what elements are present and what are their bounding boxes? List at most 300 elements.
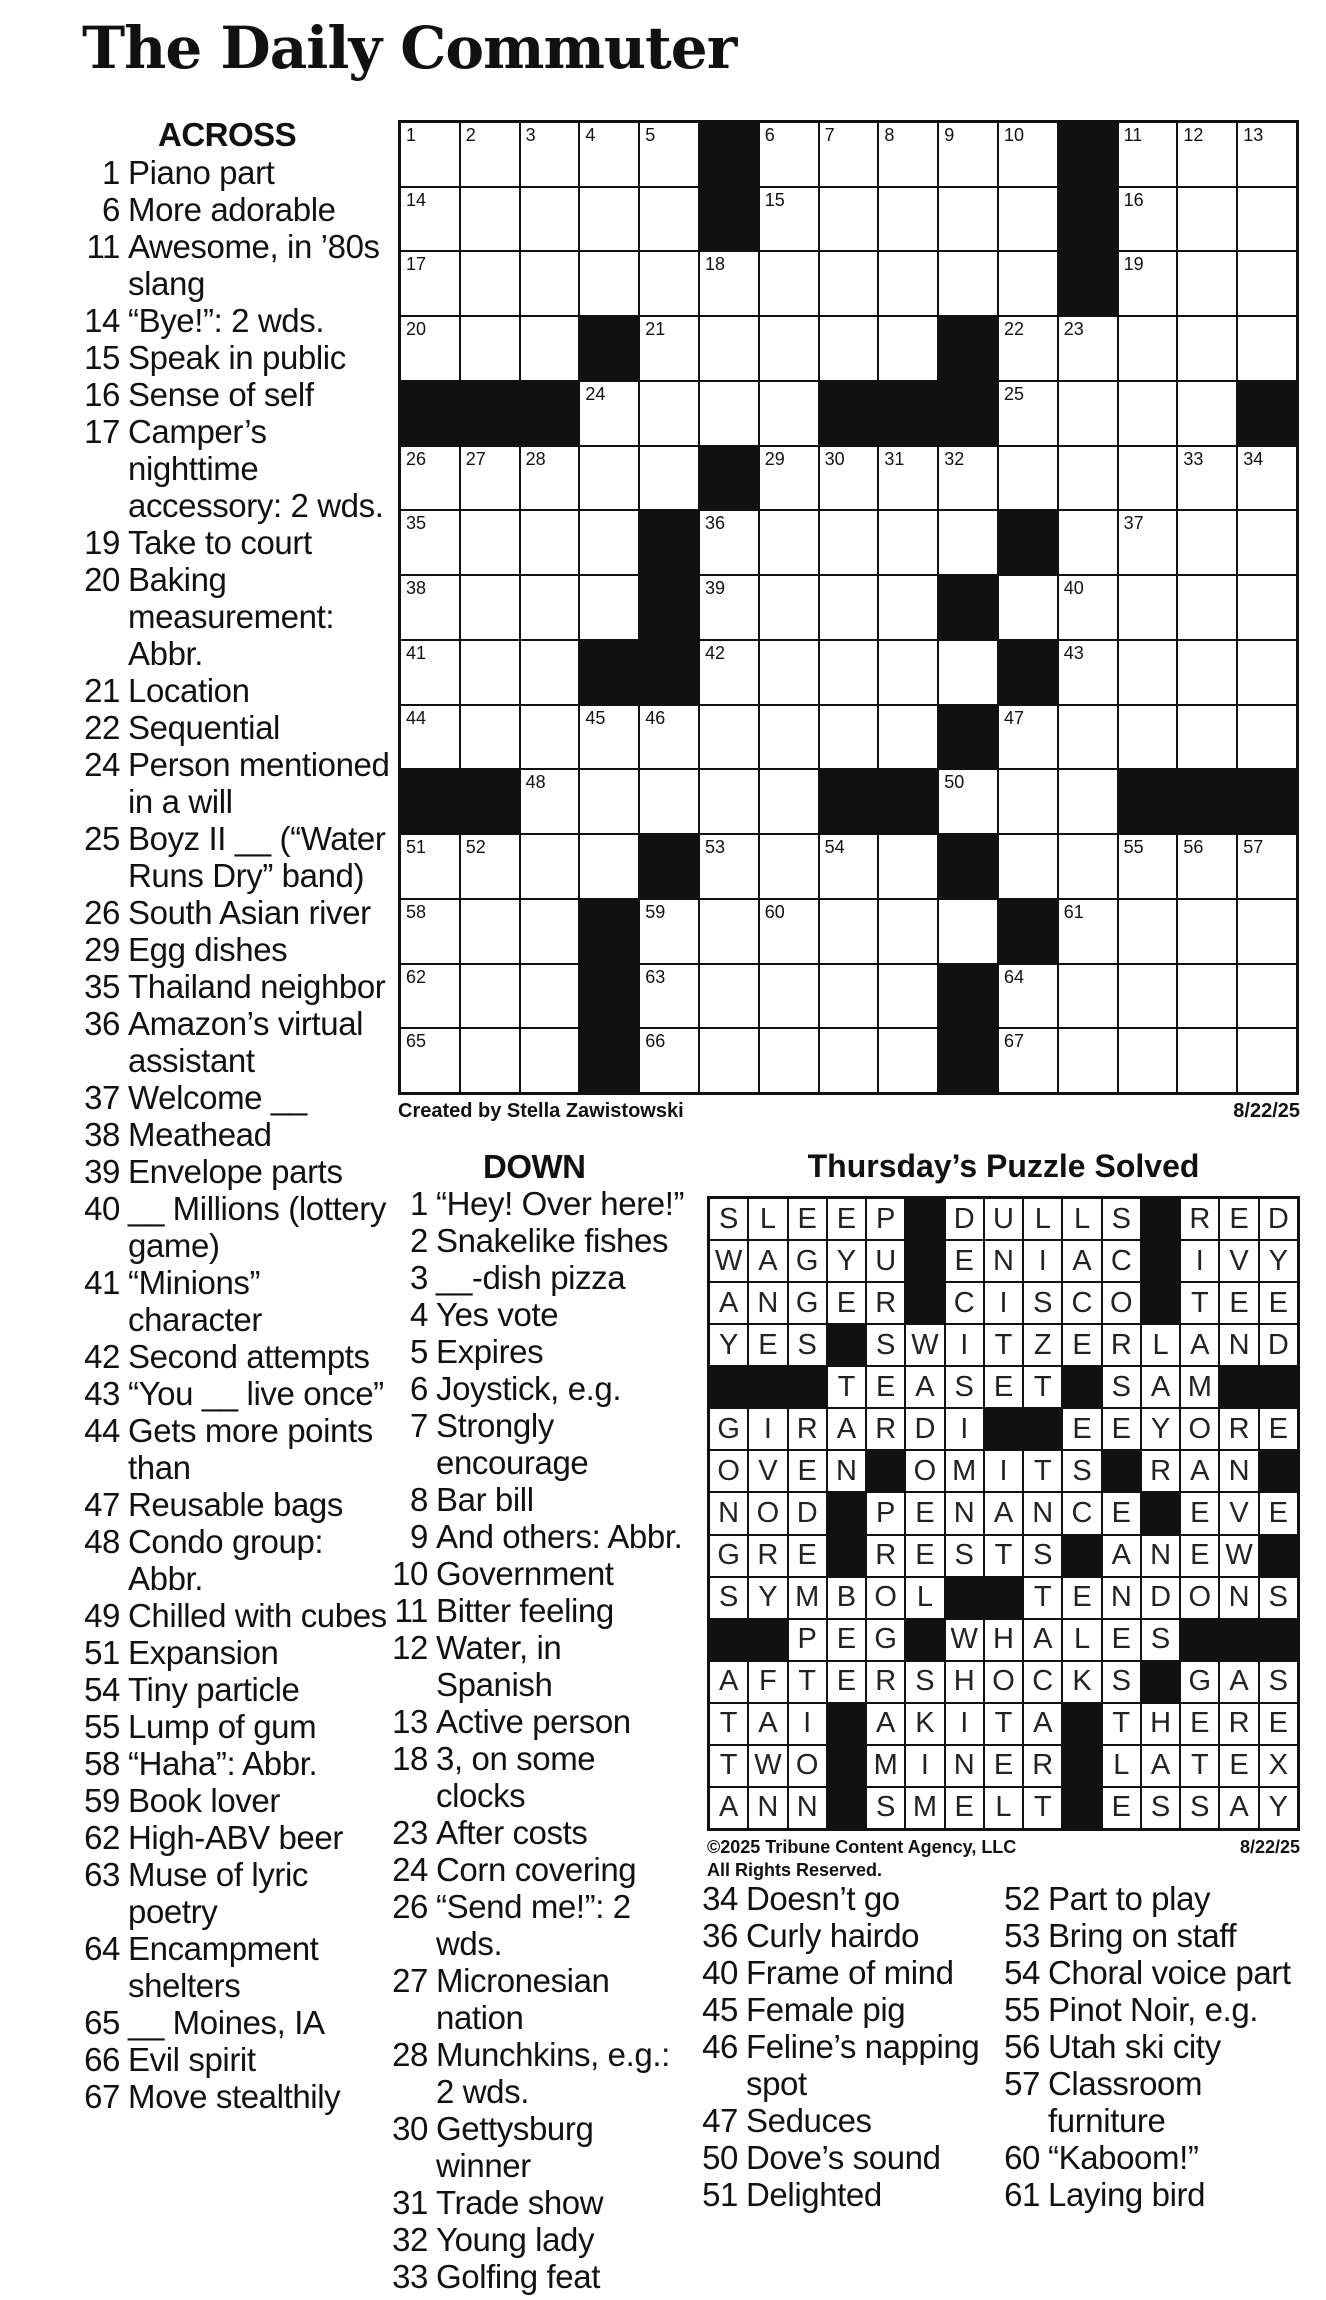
clue-item <box>386 1333 686 1370</box>
grid-cell[interactable] <box>521 317 579 380</box>
grid-cell[interactable] <box>939 123 997 186</box>
grid-cell[interactable] <box>521 123 579 186</box>
grid-cell[interactable] <box>879 1029 937 1092</box>
grid-cell[interactable] <box>1119 382 1177 445</box>
solution-letter: T <box>1181 1746 1218 1786</box>
clue-number: 55 <box>1004 1991 1040 2028</box>
black-square <box>1178 770 1236 833</box>
grid-cell[interactable] <box>1178 123 1236 186</box>
solution-letter: S <box>906 1662 943 1702</box>
grid-cell[interactable] <box>700 965 758 1028</box>
grid-cell[interactable] <box>1238 188 1296 251</box>
cell-number: 54 <box>824 837 845 858</box>
grid-cell[interactable] <box>1178 188 1236 251</box>
grid-cell[interactable] <box>401 447 459 510</box>
grid-cell[interactable] <box>1238 317 1296 380</box>
grid-cell[interactable] <box>760 188 818 251</box>
grid-cell[interactable] <box>1238 511 1296 574</box>
clue-item <box>78 1523 390 1597</box>
grid-cell[interactable] <box>879 447 937 510</box>
grid-cell[interactable] <box>700 511 758 574</box>
grid-cell[interactable] <box>879 188 937 251</box>
solution-letter: E <box>985 1367 1022 1407</box>
grid-cell[interactable] <box>1178 835 1236 898</box>
grid-cell[interactable] <box>640 447 698 510</box>
grid-cell[interactable] <box>401 123 459 186</box>
grid-cell[interactable] <box>1178 900 1236 963</box>
grid-cell[interactable] <box>700 835 758 898</box>
solution-letter: I <box>946 1704 983 1744</box>
grid-cell[interactable] <box>1238 252 1296 315</box>
black-square <box>999 900 1057 963</box>
clue-item <box>78 1079 390 1116</box>
grid-cell[interactable] <box>760 576 818 639</box>
clue-number: 44 <box>84 1412 120 1449</box>
grid-cell[interactable] <box>760 511 818 574</box>
grid-cell[interactable] <box>1238 576 1296 639</box>
grid-cell[interactable] <box>461 706 519 769</box>
solution-letter: E <box>1260 1283 1297 1323</box>
grid-cell[interactable] <box>521 900 579 963</box>
grid-cell[interactable] <box>820 706 878 769</box>
grid-cell[interactable] <box>401 576 459 639</box>
grid-cell[interactable] <box>879 706 937 769</box>
solution-letter: V <box>749 1451 786 1491</box>
grid-cell[interactable] <box>1119 252 1177 315</box>
grid-cell[interactable] <box>401 252 459 315</box>
clue-item <box>386 1740 686 1814</box>
grid-cell[interactable] <box>1238 641 1296 704</box>
grid-cell[interactable] <box>1059 900 1117 963</box>
cell-number: 57 <box>1243 837 1264 858</box>
clue-item <box>78 1338 390 1375</box>
solution-letter: V <box>1220 1241 1257 1281</box>
grid-cell[interactable] <box>820 123 878 186</box>
solution-letter: N <box>1024 1493 1061 1533</box>
solution-letter: K <box>1063 1662 1100 1702</box>
cell-number: 35 <box>406 513 427 534</box>
grid-cell[interactable] <box>1119 188 1177 251</box>
grid-cell[interactable] <box>1059 576 1117 639</box>
grid-cell[interactable] <box>1178 965 1236 1028</box>
grid-cell[interactable] <box>1119 511 1177 574</box>
cell-number: 7 <box>824 125 835 145</box>
grid-cell[interactable] <box>580 835 638 898</box>
grid-cell[interactable] <box>461 188 519 251</box>
solution-letter: O <box>1181 1578 1218 1618</box>
grid-cell[interactable] <box>1178 252 1236 315</box>
black-square <box>1059 123 1117 186</box>
cell-number: 14 <box>406 189 427 210</box>
clue-item <box>78 339 390 376</box>
grid-cell[interactable] <box>461 511 519 574</box>
grid-cell[interactable] <box>1178 706 1236 769</box>
grid-cell[interactable] <box>640 252 698 315</box>
cell-number: 55 <box>1123 837 1144 858</box>
grid-cell[interactable] <box>521 706 579 769</box>
copyright-line-1: ©2025 Tribune Content Agency, LLC <box>707 1837 1017 1857</box>
grid-cell[interactable] <box>879 641 937 704</box>
clue-number: 37 <box>84 1079 120 1116</box>
grid-cell[interactable] <box>700 317 758 380</box>
grid-cell[interactable] <box>939 188 997 251</box>
grid-cell[interactable] <box>760 1029 818 1092</box>
solution-letter: N <box>1220 1325 1257 1365</box>
clue-item <box>386 1481 686 1518</box>
clue-text: Expansion <box>128 1634 279 1671</box>
grid-cell[interactable] <box>999 447 1057 510</box>
grid-cell[interactable] <box>820 447 878 510</box>
cell-number: 27 <box>465 448 486 469</box>
grid-cell[interactable] <box>939 900 997 963</box>
clue-number: 19 <box>84 524 120 561</box>
grid-cell[interactable] <box>700 900 758 963</box>
grid-cell[interactable] <box>640 965 698 1028</box>
clue-text: Second attempts <box>128 1338 370 1375</box>
solution-black-square <box>1260 1620 1297 1660</box>
grid-cell[interactable] <box>760 317 818 380</box>
grid-cell[interactable] <box>1178 576 1236 639</box>
clue-number: 11 <box>394 1592 428 1629</box>
solution-black-square <box>828 1788 865 1828</box>
grid-cell[interactable] <box>820 1029 878 1092</box>
clue-number: 54 <box>84 1671 120 1708</box>
cell-number: 45 <box>585 707 606 728</box>
clue-text: Person mentioned in a will <box>128 746 390 820</box>
grid-cell[interactable] <box>1119 1029 1177 1092</box>
grid-cell[interactable] <box>820 900 878 963</box>
grid-cell[interactable] <box>580 188 638 251</box>
grid-cell[interactable] <box>1238 900 1296 963</box>
grid-cell[interactable] <box>879 835 937 898</box>
grid-cell[interactable] <box>461 965 519 1028</box>
grid-cell[interactable] <box>1178 1029 1236 1092</box>
solution-letter: S <box>1024 1536 1061 1576</box>
grid-cell[interactable] <box>820 317 878 380</box>
grid-cell[interactable] <box>879 965 937 1028</box>
grid-cell[interactable] <box>820 965 878 1028</box>
grid-cell[interactable] <box>640 900 698 963</box>
grid-cell[interactable] <box>999 835 1057 898</box>
grid-cell[interactable] <box>580 447 638 510</box>
grid-cell[interactable] <box>1119 447 1177 510</box>
grid-cell[interactable] <box>401 188 459 251</box>
grid-cell[interactable] <box>760 447 818 510</box>
grid-cell[interactable] <box>760 706 818 769</box>
grid-cell[interactable] <box>640 770 698 833</box>
grid-cell[interactable] <box>999 188 1057 251</box>
grid-cell[interactable] <box>760 252 818 315</box>
grid-cell[interactable] <box>521 1029 579 1092</box>
grid-cell[interactable] <box>999 123 1057 186</box>
clue-number: 17 <box>84 413 120 450</box>
grid-cell[interactable] <box>1119 835 1177 898</box>
grid-cell[interactable] <box>521 576 579 639</box>
cell-number: 29 <box>764 448 785 469</box>
grid-cell[interactable] <box>1238 965 1296 1028</box>
grid-cell[interactable] <box>820 576 878 639</box>
clue-item <box>696 1917 996 1954</box>
black-square <box>521 382 579 445</box>
grid-cell[interactable] <box>1238 1029 1296 1092</box>
clue-text: Seduces <box>746 2102 872 2139</box>
grid-cell[interactable] <box>999 252 1057 315</box>
grid-cell[interactable] <box>1238 706 1296 769</box>
grid-cell[interactable] <box>760 900 818 963</box>
grid-cell[interactable] <box>999 382 1057 445</box>
grid-cell[interactable] <box>700 641 758 704</box>
solution-letter: L <box>1103 1746 1140 1786</box>
grid-cell[interactable] <box>1059 965 1117 1028</box>
grid-cell[interactable] <box>939 770 997 833</box>
clue-number: 51 <box>84 1634 120 1671</box>
cell-number: 16 <box>1123 189 1144 210</box>
solution-letter: A <box>828 1409 865 1449</box>
grid-cell[interactable] <box>521 965 579 1028</box>
solution-letter: R <box>867 1662 904 1702</box>
grid-cell[interactable] <box>760 965 818 1028</box>
grid-cell[interactable] <box>760 835 818 898</box>
grid-cell[interactable] <box>939 252 997 315</box>
grid-cell[interactable] <box>1119 641 1177 704</box>
grid-cell[interactable] <box>1059 511 1117 574</box>
grid-cell[interactable] <box>580 123 638 186</box>
grid-cell[interactable] <box>1059 447 1117 510</box>
grid-cell[interactable] <box>879 900 937 963</box>
solution-black-square <box>789 1367 826 1407</box>
grid-cell[interactable] <box>1119 576 1177 639</box>
cell-number: 4 <box>585 125 596 145</box>
grid-cell[interactable] <box>879 576 937 639</box>
grid-cell[interactable] <box>879 252 937 315</box>
clue-item <box>386 1851 686 1888</box>
clue-item <box>386 1703 686 1740</box>
grid-cell[interactable] <box>1178 511 1236 574</box>
clue-number: 47 <box>84 1486 120 1523</box>
solution-letter: G <box>710 1409 747 1449</box>
grid-cell[interactable] <box>700 706 758 769</box>
grid-cell[interactable] <box>999 1029 1057 1092</box>
grid-cell[interactable] <box>401 641 459 704</box>
cell-number: 22 <box>1003 319 1025 340</box>
solution-letter: S <box>710 1578 747 1618</box>
grid-cell[interactable] <box>1178 641 1236 704</box>
clue-number: 43 <box>84 1375 120 1412</box>
grid-cell[interactable] <box>521 188 579 251</box>
grid-cell[interactable] <box>640 123 698 186</box>
clue-item <box>78 154 390 191</box>
grid-cell[interactable] <box>820 188 878 251</box>
clue-item <box>386 1555 686 1592</box>
grid-cell[interactable] <box>999 706 1057 769</box>
clue-number: 22 <box>84 709 120 746</box>
solution-letter: E <box>1103 1493 1140 1533</box>
clue-number: 56 <box>1004 2028 1040 2065</box>
grid-cell[interactable] <box>760 641 818 704</box>
grid-cell[interactable] <box>640 1029 698 1092</box>
grid-cell[interactable] <box>700 576 758 639</box>
grid-cell[interactable] <box>580 252 638 315</box>
cell-number: 63 <box>645 966 666 987</box>
grid-cell[interactable] <box>401 965 459 1028</box>
grid-cell[interactable] <box>999 965 1057 1028</box>
grid-cell[interactable] <box>700 770 758 833</box>
solution-letter: A <box>1063 1241 1100 1281</box>
grid-cell[interactable] <box>521 770 579 833</box>
solution-letter: A <box>906 1367 943 1407</box>
solution-letter: E <box>985 1746 1022 1786</box>
solution-letter: M <box>906 1788 943 1828</box>
cell-number: 13 <box>1243 125 1264 145</box>
clue-text: Curly hairdo <box>746 1917 920 1954</box>
grid-cell[interactable] <box>760 382 818 445</box>
grid-cell[interactable] <box>461 835 519 898</box>
grid-cell[interactable] <box>461 1029 519 1092</box>
solution-letter: S <box>1260 1662 1297 1702</box>
clue-item <box>78 2004 390 2041</box>
grid-cell[interactable] <box>461 447 519 510</box>
clue-number: 67 <box>84 2078 120 2115</box>
grid-cell[interactable] <box>1238 835 1296 898</box>
grid-cell[interactable] <box>580 706 638 769</box>
solution-black-square <box>828 1536 865 1576</box>
clue-text: Yes vote <box>436 1296 559 1333</box>
grid-cell[interactable] <box>820 641 878 704</box>
grid-cell[interactable] <box>580 576 638 639</box>
grid-cell[interactable] <box>879 511 937 574</box>
grid-cell[interactable] <box>401 900 459 963</box>
grid-cell[interactable] <box>1119 317 1177 380</box>
clue-item <box>696 2028 996 2102</box>
grid-cell[interactable] <box>820 511 878 574</box>
clue-text: Egg dishes <box>128 931 288 968</box>
solution-letter: O <box>1181 1409 1218 1449</box>
solution-black-square <box>1220 1620 1257 1660</box>
grid-cell[interactable] <box>1238 447 1296 510</box>
clue-item <box>78 746 390 820</box>
clue-item <box>386 1962 686 2036</box>
grid-cell[interactable] <box>760 770 818 833</box>
grid-cell[interactable] <box>820 835 878 898</box>
grid-cell[interactable] <box>700 382 758 445</box>
grid-cell[interactable] <box>1059 317 1117 380</box>
grid-cell[interactable] <box>939 641 997 704</box>
grid-cell[interactable] <box>760 123 818 186</box>
solution-black-square <box>906 1283 943 1323</box>
black-square <box>700 447 758 510</box>
grid-cell[interactable] <box>461 252 519 315</box>
black-square <box>939 317 997 380</box>
grid-cell[interactable] <box>640 317 698 380</box>
grid-cell[interactable] <box>1119 123 1177 186</box>
clue-number: 24 <box>392 1851 428 1888</box>
clue-number: 27 <box>392 1962 428 1999</box>
cell-number: 34 <box>1243 448 1264 469</box>
grid-cell[interactable] <box>879 123 937 186</box>
solution-letter: O <box>867 1578 904 1618</box>
clue-text: Water, in Spanish <box>436 1629 562 1703</box>
clue-text: Muse of lyric poetry <box>128 1856 309 1930</box>
clue-text: Micronesian nation <box>436 1962 610 2036</box>
clue-item <box>696 1991 996 2028</box>
grid-cell[interactable] <box>1059 770 1117 833</box>
grid-cell[interactable] <box>1059 382 1117 445</box>
grid-cell[interactable] <box>1178 447 1236 510</box>
grid-cell[interactable] <box>521 252 579 315</box>
cell-number: 11 <box>1123 125 1143 145</box>
grid-cell[interactable] <box>461 576 519 639</box>
grid-cell[interactable] <box>1178 382 1236 445</box>
grid-cell[interactable] <box>580 382 638 445</box>
grid-cell[interactable] <box>580 770 638 833</box>
grid-cell[interactable] <box>640 188 698 251</box>
clue-text: “Minions” character <box>128 1264 262 1338</box>
grid-cell[interactable] <box>1059 641 1117 704</box>
grid-cell[interactable] <box>640 706 698 769</box>
solution-letter: U <box>867 1241 904 1281</box>
grid-cell[interactable] <box>521 641 579 704</box>
grid-cell[interactable] <box>999 770 1057 833</box>
grid-cell[interactable] <box>999 576 1057 639</box>
grid-cell[interactable] <box>1059 706 1117 769</box>
grid-cell[interactable] <box>640 382 698 445</box>
grid-cell[interactable] <box>879 317 937 380</box>
clue-number: 65 <box>84 2004 120 2041</box>
black-square <box>879 382 937 445</box>
grid-cell[interactable] <box>939 447 997 510</box>
grid-cell[interactable] <box>700 1029 758 1092</box>
clue-number: 7 <box>410 1407 428 1444</box>
clue-text: Evil spirit <box>128 2041 256 2078</box>
grid-cell[interactable] <box>999 317 1057 380</box>
grid-cell[interactable] <box>580 511 638 574</box>
grid-cell[interactable] <box>401 706 459 769</box>
solution-letter: N <box>749 1788 786 1828</box>
black-square <box>939 382 997 445</box>
grid-cell[interactable] <box>820 252 878 315</box>
grid-cell[interactable] <box>401 1029 459 1092</box>
grid-cell[interactable] <box>939 511 997 574</box>
clue-text: Corn covering <box>436 1851 637 1888</box>
grid-cell[interactable] <box>461 641 519 704</box>
clue-item <box>696 2139 996 2176</box>
grid-cell[interactable] <box>461 123 519 186</box>
solution-letter: N <box>1103 1578 1140 1618</box>
grid-cell[interactable] <box>1059 835 1117 898</box>
black-square <box>1059 252 1117 315</box>
grid-cell[interactable] <box>521 835 579 898</box>
black-square <box>939 576 997 639</box>
grid-cell[interactable] <box>461 900 519 963</box>
grid-cell[interactable] <box>401 835 459 898</box>
grid-cell[interactable] <box>1238 123 1296 186</box>
across-clue-list <box>78 154 390 2115</box>
grid-cell[interactable] <box>1119 900 1177 963</box>
grid-cell[interactable] <box>1178 317 1236 380</box>
solution-letter: N <box>828 1451 865 1491</box>
grid-cell[interactable] <box>1119 965 1177 1028</box>
grid-cell[interactable] <box>521 447 579 510</box>
grid-cell[interactable] <box>461 317 519 380</box>
cell-number: 26 <box>406 448 427 469</box>
grid-cell[interactable] <box>700 252 758 315</box>
clue-number: 21 <box>84 672 120 709</box>
grid-cell[interactable] <box>401 317 459 380</box>
grid-cell[interactable] <box>521 511 579 574</box>
grid-cell[interactable] <box>1059 1029 1117 1092</box>
grid-cell[interactable] <box>401 511 459 574</box>
grid-cell[interactable] <box>1119 706 1177 769</box>
